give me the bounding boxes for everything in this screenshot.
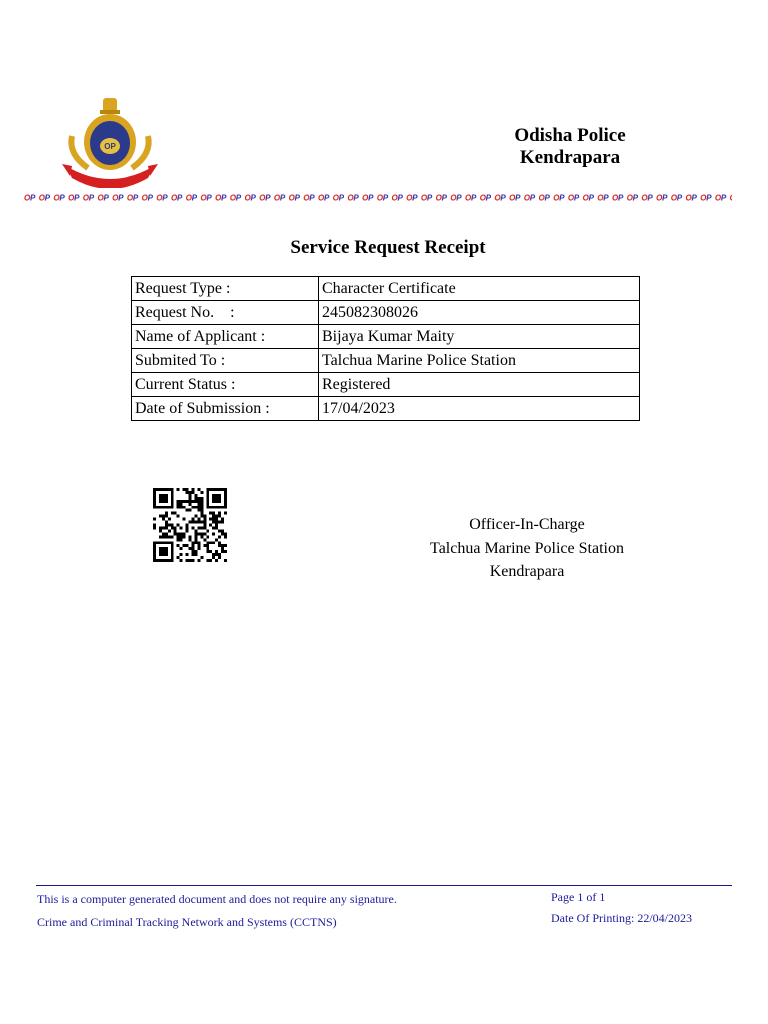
request-details-table bbox=[131, 276, 640, 421]
detail-label: Current Status : bbox=[132, 373, 319, 397]
table-row bbox=[132, 373, 640, 397]
footer-divider bbox=[36, 885, 732, 886]
odisha-police-emblem bbox=[58, 96, 162, 188]
header-organization bbox=[470, 125, 670, 169]
detail-label: Request No. : bbox=[132, 301, 319, 325]
org-name: Odisha Police bbox=[514, 125, 626, 146]
footer-print-date: Date Of Printing: 22/04/2023 bbox=[551, 911, 692, 925]
detail-value: Character Certificate bbox=[319, 277, 640, 301]
qr-code-icon bbox=[150, 488, 230, 562]
detail-value: Bijaya Kumar Maity bbox=[319, 325, 640, 349]
detail-label: Date of Submission : bbox=[132, 397, 319, 421]
footer-note: This is a computer generated document and does not require any signature. bbox=[37, 892, 397, 906]
footer-system: Crime and Criminal Tracking Network and Systems (CCTNS) bbox=[37, 915, 337, 929]
detail-label: Request Type : bbox=[132, 277, 319, 301]
detail-value: Registered bbox=[319, 373, 640, 397]
detail-value: 17/04/2023 bbox=[319, 397, 640, 421]
decorative-border-strip bbox=[24, 193, 732, 202]
table-row bbox=[132, 349, 640, 373]
detail-label: Name of Applicant : bbox=[132, 325, 319, 349]
document-title: Service Request Receipt bbox=[290, 237, 486, 258]
signatory-district: Kendrapara bbox=[489, 563, 565, 580]
detail-label: Submited To : bbox=[132, 349, 319, 373]
signature-block bbox=[402, 513, 652, 584]
table-row bbox=[132, 325, 640, 349]
footer-page-number: Page 1 of 1 bbox=[551, 890, 606, 904]
table-row bbox=[132, 301, 640, 325]
org-district: Kendrapara bbox=[519, 147, 621, 168]
svg-text:OP: OP bbox=[104, 142, 116, 151]
detail-value: Talchua Marine Police Station bbox=[319, 349, 640, 373]
table-row bbox=[132, 277, 640, 301]
table-row bbox=[132, 397, 640, 421]
signatory-designation: Officer-In-Charge bbox=[469, 516, 585, 533]
signatory-station: Talchua Marine Police Station bbox=[430, 539, 624, 557]
detail-value: 245082308026 bbox=[319, 301, 640, 325]
